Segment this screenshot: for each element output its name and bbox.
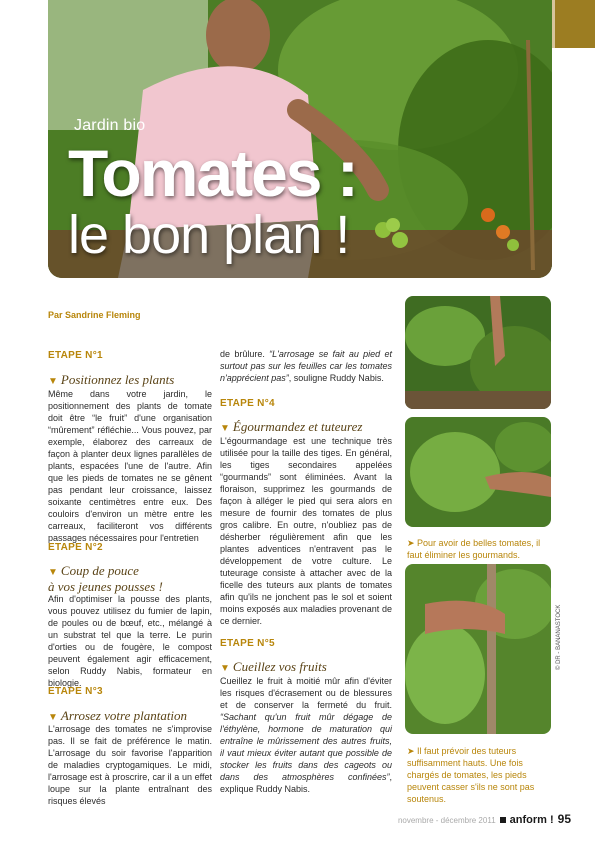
step-4-body: L'égourmandage est une technique très utilisée pour la taille des tiges. En général, les tiges secondaires appelées “gourmands” sont éliminées. Avant la floraison, supprimez les gourmands de façon à alléger le pied qui sera alors en mesure de fournir des tomates de plus gros calibre. En outre, n'oubliez pas de désherber régulièrement afin que les plantes adventices n'entravent pas le développement de votre culture. Le tuteurage consiste à attacher avec de la ficelle des tuteurs aux plants de tomates afin qu'ils ne jonchent pas le sol et soient moins exposés aux maladies provenant de ce dernier. <box>220 436 392 626</box>
triangle-icon: ▼ <box>48 376 58 387</box>
step-1-title <box>48 373 174 389</box>
photo-credit: © DR - BANANASTOCK <box>556 604 562 670</box>
caption-tuteur-text: Il faut prévoir des tuteurs suffisamment hauts. Une fois chargés de tomates, les pieds peuvent casser s'ils ne sont pas soutenus. <box>407 746 535 804</box>
headline-line-2: le bon plan ! <box>68 205 350 265</box>
step-1-body: Même dans votre jardin, le positionnement des plants de tomate doit être “le fruit” d'une organisation “mûrement” réfléchie... Vous pouvez, par exemple, élaborez des carreaux de façon à planter deux lignes parallèles de plants, espacées l'une de l'autre. Afin que les pieds de tomates ne se gênent pas pendant leur croissance, laissez soixante centimètres entre eux. Des couloirs d'environ un mètre entre les carreaux, faciliteront vos différents passages nécessaires pour l'entretien <box>48 389 212 543</box>
step-3-label: ETAPE N°3 <box>48 686 103 697</box>
section-kicker: Jardin bio <box>74 117 146 134</box>
step-3-cont-end: , souligne Ruddy Nabis. <box>288 373 384 383</box>
photo-tuteur <box>405 564 551 734</box>
step-5-label: ETAPE N°5 <box>220 638 275 649</box>
page-footer <box>398 812 571 826</box>
step-3-cont-quote: “L'arrosage se fait au pied et surtout pas sur les feuilles car les tomates n'apprécient pas” <box>220 349 392 383</box>
headline-line-1: Tomates : <box>68 136 357 210</box>
step-5-body <box>220 675 392 795</box>
byline: Par Sandrine Fleming <box>48 310 141 320</box>
step-1-title-text: Positionnez les plants <box>60 372 175 387</box>
step-3-body-continued <box>220 348 392 384</box>
step-2-label: ETAPE N°2 <box>48 542 103 553</box>
arrow-icon: ➤ <box>407 746 418 756</box>
issue-date: novembre - décembre 2011 <box>397 816 496 825</box>
step-1-label: ETAPE N°1 <box>48 350 103 361</box>
step-2-title <box>48 564 163 594</box>
magazine-brand: anform ! <box>509 814 554 826</box>
triangle-icon: ▼ <box>220 423 230 434</box>
photo-gourmands-2 <box>405 417 551 527</box>
step-2-title-line-2: à vos jeunes pousses ! <box>48 579 163 594</box>
corner-block-gold <box>555 0 595 48</box>
triangle-icon: ▼ <box>48 712 58 723</box>
step-4-label: ETAPE N°4 <box>220 398 275 409</box>
step-5-body-end: , explique Ruddy Nabis. <box>220 772 392 794</box>
step-4-title <box>220 420 362 436</box>
page-number: 95 <box>557 812 571 826</box>
step-3-title-text: Arrosez votre plantation <box>60 708 188 723</box>
square-icon <box>500 817 506 823</box>
step-4-title-text: Égourmandez et tuteurez <box>232 419 363 434</box>
step-5-quote: “Sachant qu'un fruit mûr dégage de l'éthylène, hormone de maturation qui entraîne le mûrissement des autres fruits, il vaut mieux éviter autant que possible de stocker les fruits dans des cageots ou dans des atmosphères confinées” <box>220 712 392 782</box>
step-2-body: Afin d'optimiser la pousse des plants, vous pouvez utilisez du fumier de lapin, de poules ou de bœuf, etc., mélangé à un substrat tel que la terre. Le purin d'orties ou de fougère, le compost peuvent également agir efficacement, selon Ruddy Nabis, formateur en biologie. <box>48 594 212 688</box>
step-3-body: L'arrosage des tomates ne s'improvise pas. Il se fait de préférence le matin. L'arrosage du soir favorise l'apparition de maladies cryptogamiques. Le midi, l'arrosage est à proscrire, car il a un effet loupe sur la plante entraînant des risques élevés <box>48 724 212 806</box>
step-3-cont-text: de brûlure. <box>220 349 270 359</box>
step-5-title <box>220 660 327 676</box>
step-5-title-text: Cueillez vos fruits <box>232 659 327 674</box>
triangle-icon: ▼ <box>48 567 58 578</box>
step-5-body-text: Cueillez le fruit à moitié mûr afin d'éviter les risques d'écrasement ou de blessures et de conserver la fermeté du fruit. <box>220 676 392 710</box>
triangle-icon: ▼ <box>220 663 230 674</box>
caption-tuteur <box>407 745 555 805</box>
caption-gourmands <box>407 537 555 561</box>
step-2-title-line-1: Coup de pouce <box>60 563 139 578</box>
photo-gourmands-1 <box>405 296 551 409</box>
arrow-icon: ➤ <box>407 538 418 548</box>
caption-gourmands-text: Pour avoir de belles tomates, il faut éliminer les gourmands. <box>407 538 541 560</box>
